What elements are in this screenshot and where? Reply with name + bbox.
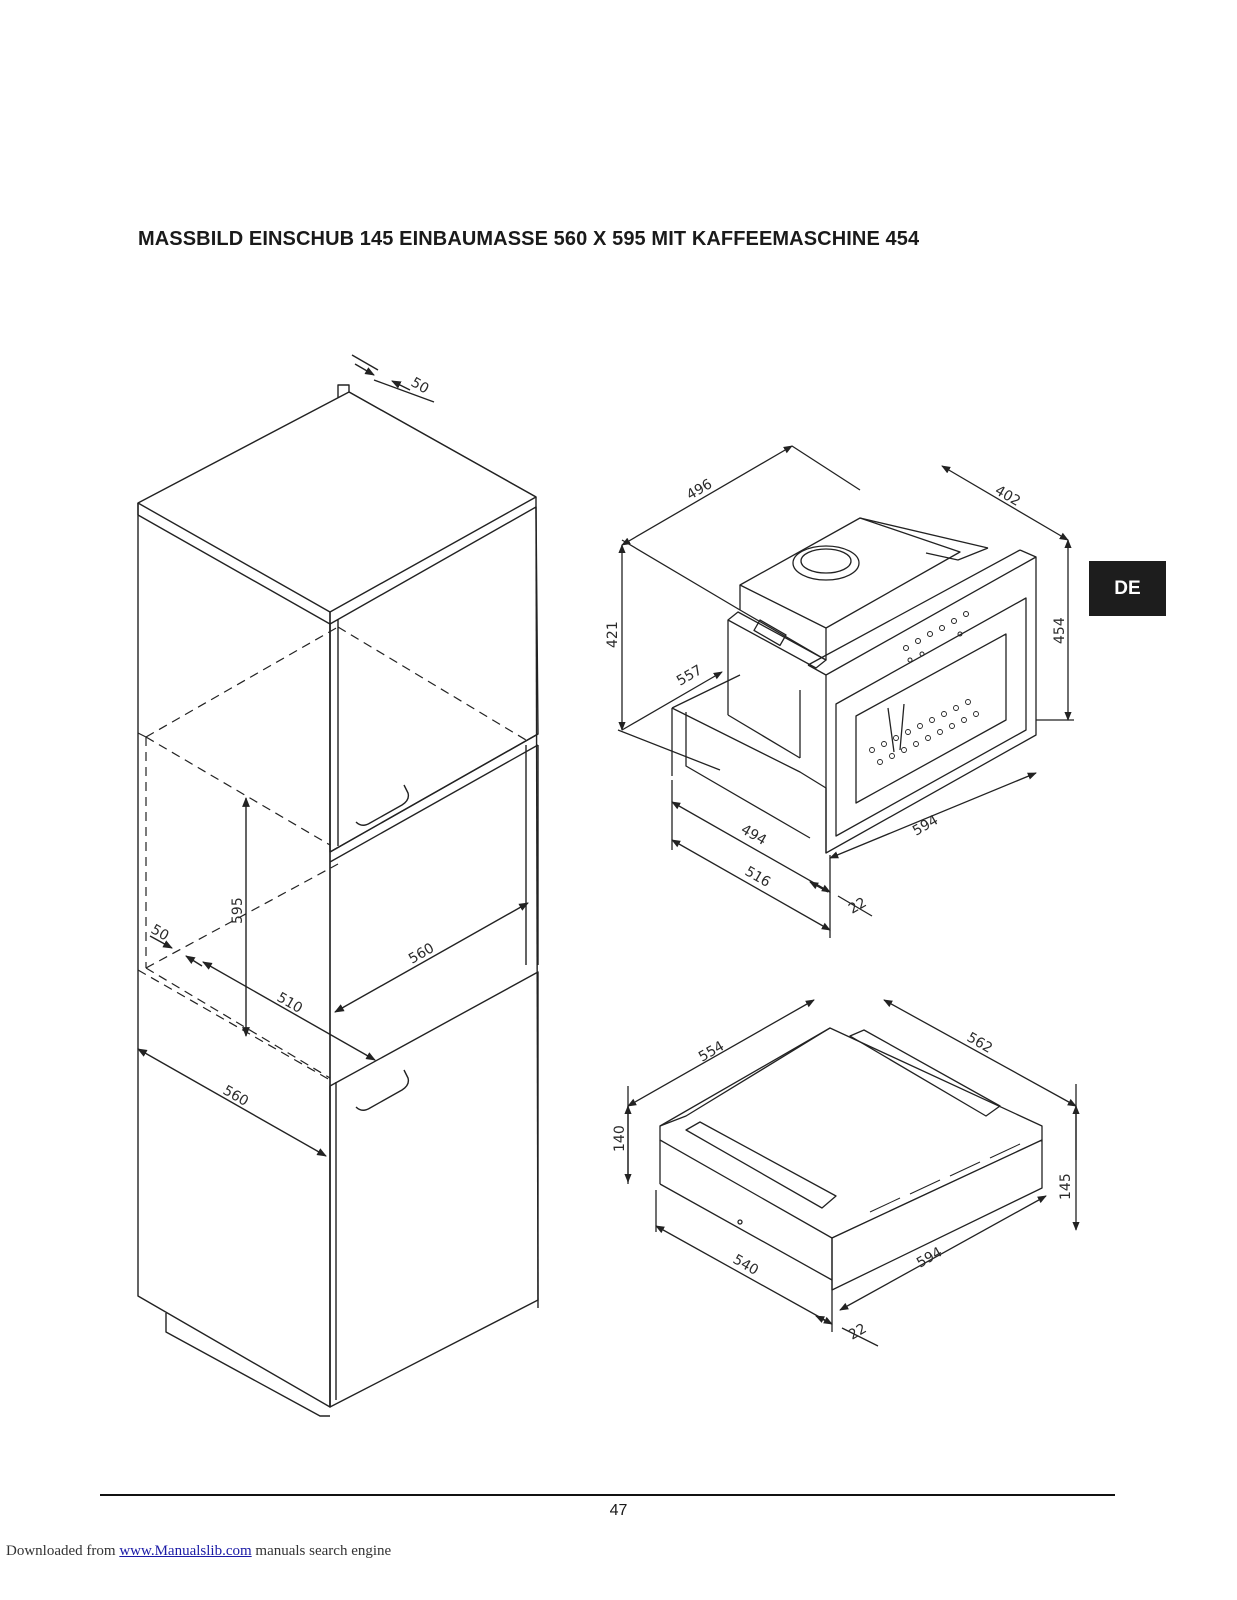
dim-coffee-depth: 496	[684, 476, 716, 504]
source-link[interactable]: www.Manualslib.com	[119, 1543, 252, 1559]
dim-coffee-total-depth: 516	[742, 863, 774, 891]
page-title: MASSBILD EINSCHUB 145 EINBAUMASSE 560 X 595 MIT KAFFEEMASCHINE 454	[138, 228, 920, 250]
download-source	[6, 1543, 391, 1560]
footer-divider	[100, 1494, 1115, 1496]
dim-coffee-body-depth: 494	[738, 821, 770, 849]
dim-drawer-front-width: 594	[914, 1244, 946, 1272]
dim-cabinet-width: 560	[220, 1082, 252, 1110]
dim-drawer-depth: 554	[696, 1038, 728, 1066]
dim-coffee-front-thickness: 22	[846, 894, 870, 918]
source-prefix: Downloaded from	[6, 1543, 120, 1559]
dim-coffee-front-width: 594	[910, 812, 942, 840]
coffee-machine-drawing	[618, 446, 1074, 938]
dim-coffee-front-height: 454	[1052, 617, 1068, 644]
dim-drawer-body-depth: 540	[730, 1251, 762, 1279]
page-number: 47	[609, 1502, 628, 1519]
dim-drawer-height: 140	[612, 1125, 628, 1152]
cabinet-drawing	[138, 355, 538, 1416]
dim-coffee-overall-depth: 557	[674, 662, 706, 690]
dim-drawer-front-height: 145	[1058, 1173, 1074, 1200]
source-suffix: manuals search engine	[251, 1543, 392, 1559]
dim-cabinet-top-offset: 50	[408, 374, 432, 398]
language-tab: DE	[1089, 561, 1166, 616]
dim-coffee-height: 421	[605, 621, 621, 648]
dim-drawer-top-width: 562	[964, 1029, 996, 1057]
dim-coffee-top-depth: 402	[992, 482, 1024, 510]
dim-drawer-front-thickness: 22	[846, 1320, 870, 1344]
dim-cabinet-side-offset: 50	[148, 921, 172, 945]
dim-cabinet-niche-height: 595	[230, 897, 246, 924]
dim-cabinet-niche-width: 560	[406, 940, 438, 968]
dim-cabinet-niche-depth: 510	[274, 989, 306, 1017]
